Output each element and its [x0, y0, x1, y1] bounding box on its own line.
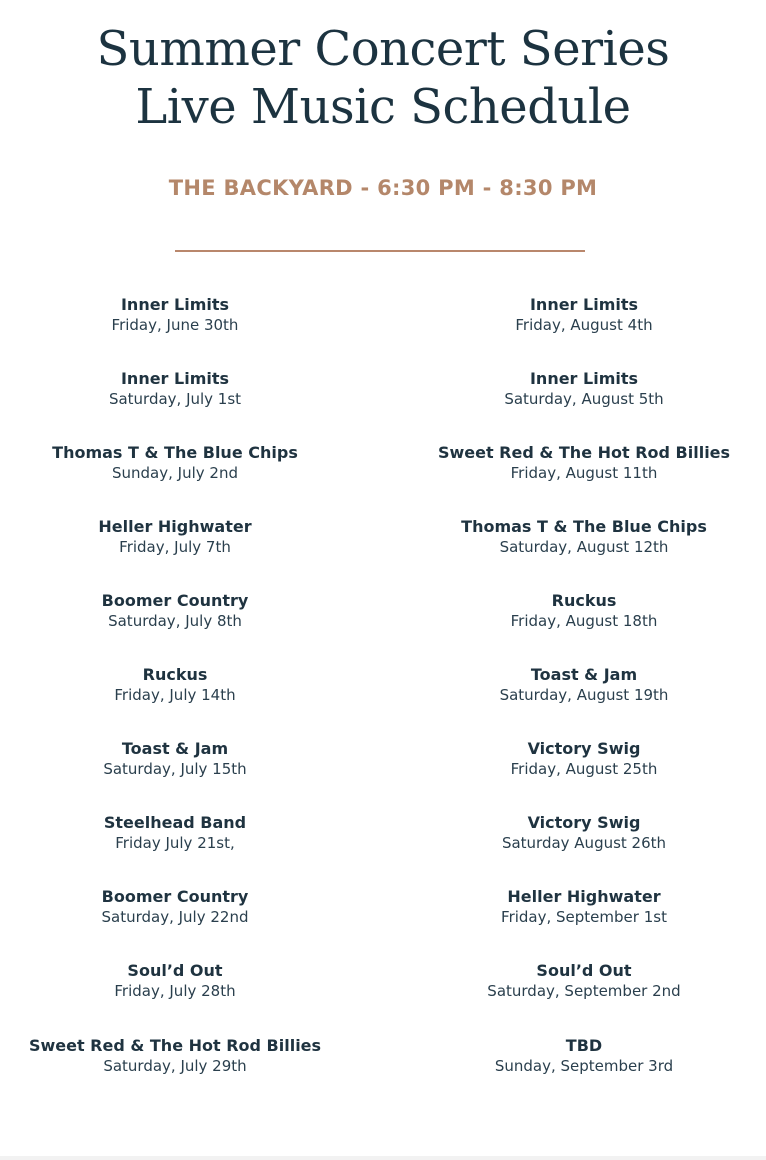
- band-name: Inner Limits: [120, 369, 230, 388]
- page-bottom-edge: [0, 1156, 766, 1160]
- band-name: Boomer Country: [101, 591, 249, 610]
- divider: [175, 250, 585, 252]
- event-item: [0, 517, 360, 591]
- event-date: Friday, August 11th: [510, 464, 658, 482]
- event-date: Saturday, August 5th: [504, 390, 664, 408]
- band-name: Heller Highwater: [98, 517, 252, 536]
- band-name: Sweet Red & The Hot Rod Billies: [437, 443, 731, 462]
- event-date: Friday, July 7th: [119, 538, 231, 556]
- event-item: [399, 887, 766, 961]
- event-item: [0, 813, 360, 887]
- band-name: Toast & Jam: [530, 665, 638, 684]
- page-subtitle: Live Music Schedule: [135, 79, 631, 135]
- schedule-column-left: [0, 295, 360, 1110]
- band-name: Thomas T & The Blue Chips: [52, 443, 298, 462]
- event-date: Saturday, September 2nd: [487, 982, 681, 1000]
- band-name: Soul’d Out: [127, 961, 223, 980]
- event-item: [0, 1035, 360, 1110]
- band-name: TBD: [565, 1036, 603, 1055]
- event-item: [0, 665, 360, 739]
- band-name: Toast & Jam: [121, 739, 229, 758]
- event-date: Friday, June 30th: [111, 316, 239, 334]
- band-name: Thomas T & The Blue Chips: [461, 517, 707, 536]
- event-date: Friday, August 18th: [510, 612, 658, 630]
- event-item: [399, 1035, 766, 1110]
- event-item: [0, 369, 360, 443]
- event-item: [399, 591, 766, 665]
- band-name: Sweet Red & The Hot Rod Billies: [28, 1036, 322, 1055]
- event-date: Friday, July 28th: [114, 982, 236, 1000]
- event-date: Saturday, August 12th: [499, 538, 669, 556]
- event-item: [0, 961, 360, 1035]
- event-date: Friday, September 1st: [501, 908, 667, 926]
- event-item: [399, 813, 766, 887]
- event-item: [399, 961, 766, 1035]
- event-item: [0, 443, 360, 517]
- band-name: Inner Limits: [120, 295, 230, 314]
- event-date: Friday, July 14th: [114, 686, 236, 704]
- event-date: Saturday, July 15th: [103, 760, 247, 778]
- event-date: Saturday, July 1st: [108, 390, 242, 408]
- band-name: Victory Swig: [527, 739, 641, 758]
- event-date: Saturday, August 19th: [499, 686, 669, 704]
- venue-time: THE BACKYARD - 6:30 PM - 8:30 PM: [168, 176, 598, 200]
- band-name: Victory Swig: [527, 813, 641, 832]
- event-item: [399, 295, 766, 369]
- event-date: Sunday, September 3rd: [494, 1057, 674, 1075]
- band-name: Steelhead Band: [103, 813, 247, 832]
- band-name: Inner Limits: [529, 369, 639, 388]
- page-title: Summer Concert Series: [96, 21, 670, 77]
- event-item: [399, 665, 766, 739]
- band-name: Heller Highwater: [507, 887, 661, 906]
- event-item: [399, 517, 766, 591]
- event-date: Friday, August 25th: [510, 760, 658, 778]
- event-date: Friday July 21st,: [115, 834, 235, 852]
- event-date: Sunday, July 2nd: [112, 464, 238, 482]
- event-date: Saturday August 26th: [501, 834, 667, 852]
- band-name: Boomer Country: [101, 887, 249, 906]
- band-name: Soul’d Out: [536, 961, 632, 980]
- band-name: Ruckus: [551, 591, 617, 610]
- event-date: Saturday, July 29th: [103, 1057, 247, 1075]
- schedule-column-right: [399, 295, 766, 1110]
- event-item: [0, 739, 360, 813]
- band-name: Inner Limits: [529, 295, 639, 314]
- event-item: [0, 295, 360, 369]
- event-item: [0, 887, 360, 961]
- event-item: [399, 369, 766, 443]
- band-name: Ruckus: [142, 665, 208, 684]
- event-date: Saturday, July 22nd: [101, 908, 249, 926]
- event-date: Friday, August 4th: [515, 316, 653, 334]
- event-item: [399, 739, 766, 813]
- event-item: [399, 443, 766, 517]
- event-item: [0, 591, 360, 665]
- event-date: Saturday, July 8th: [108, 612, 242, 630]
